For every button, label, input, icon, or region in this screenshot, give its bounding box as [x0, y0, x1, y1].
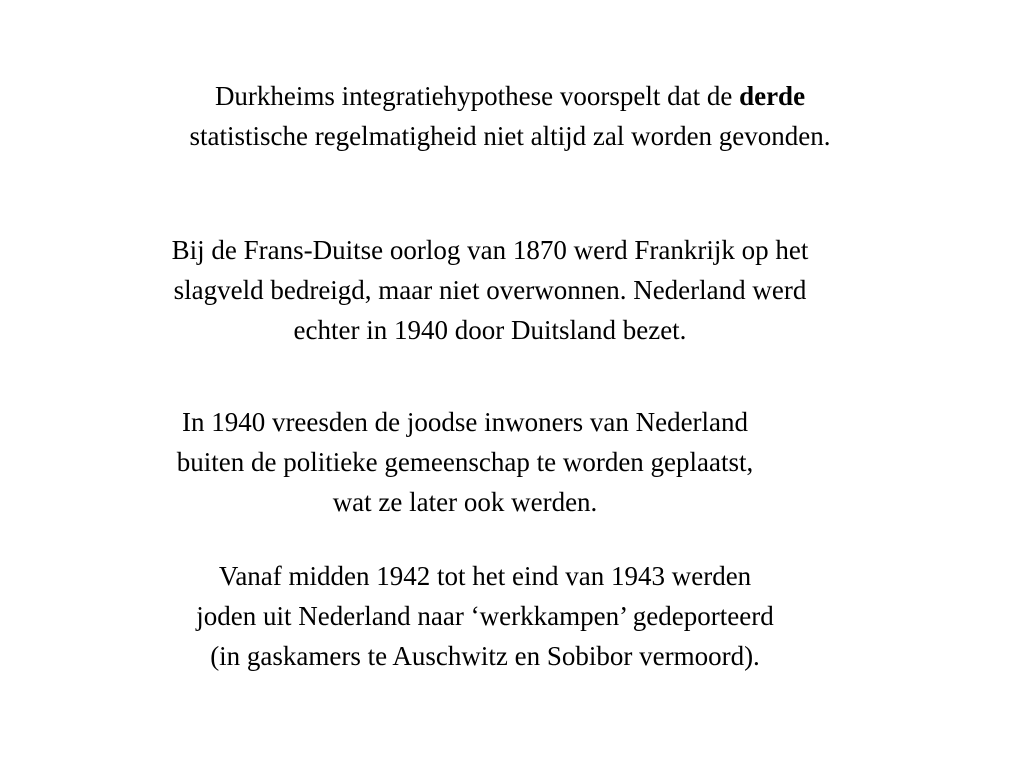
paragraph-line: In 1940 vreesden de joodse inwoners van Nederland [181, 407, 749, 437]
paragraph-line: slagveld bedreigd, maar niet overwonnen. Nederland werd [173, 275, 807, 305]
paragraph-integration-hypothesis [60, 76, 960, 156]
paragraph-deportations [50, 556, 920, 676]
paragraph-line: Bij de Frans-Duitse oorlog van 1870 werd Frankrijk op het [171, 235, 809, 265]
paragraph-jewish-inhabitants-1940 [40, 402, 890, 522]
paragraph-line [60, 76, 960, 116]
paragraph-line: statistische regelmatigheid niet altijd zal worden gevonden. [189, 121, 831, 151]
paragraph-line: wat ze later ook werden. [332, 487, 598, 517]
paragraph-line: Vanaf midden 1942 tot het eind van 1943 werden [218, 561, 752, 591]
paragraph-line: echter in 1940 door Duitsland bezet. [293, 315, 687, 345]
paragraph-franco-prussian-war [50, 230, 930, 350]
paragraph-line: (in gaskamers te Auschwitz en Sobibor vermoord). [210, 641, 760, 671]
bold-word: derde [739, 81, 806, 111]
paragraph-line: joden uit Nederland naar ‘werkkampen’ gedeporteerd [196, 601, 774, 631]
paragraph-line: buiten de politieke gemeenschap te worden geplaatst, [176, 447, 754, 477]
text-segment: Durkheims integratiehypothese voorspelt dat de [214, 81, 740, 111]
